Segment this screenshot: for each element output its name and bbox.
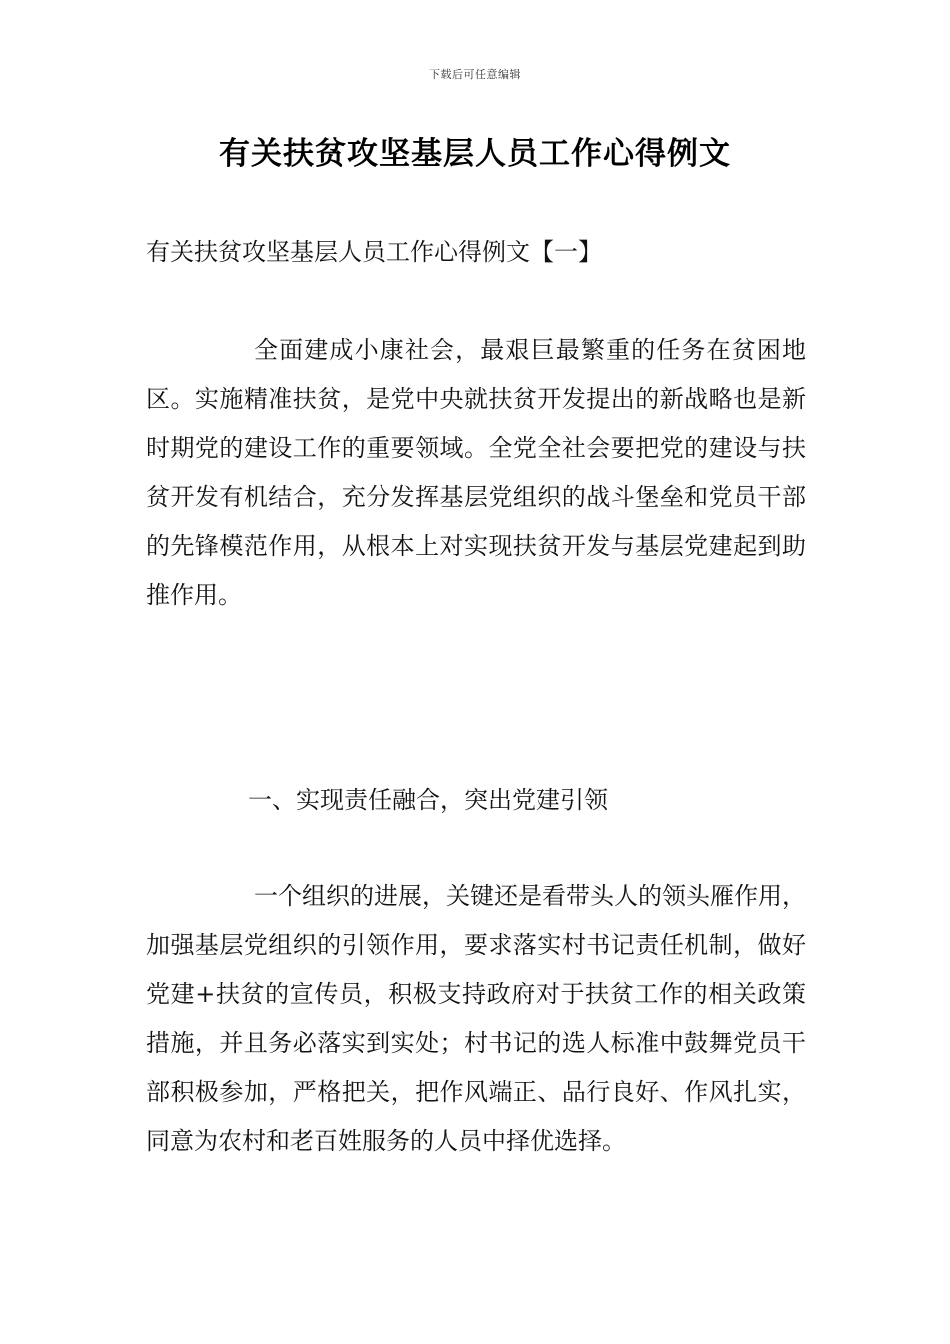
paragraph-responsibility: 一个组织的进展，关键还是看带头人的领头雁作用，加强基层党组织的引领作用，要求落实村书记责任机制，做好党建+扶贫的宣传员，积极支持政府对于扶贫工作的相关政策措施，并且务必落实到实处；村书记的选人标准中鼓舞党员干部积极参加，严格把关，把作风端正、品行良好、作风扎实，同意为农村和老百姓服务的人员中择优选择。: [146, 882, 806, 1155]
document-title: 有关扶贫攻坚基层人员工作心得例文: [219, 136, 731, 172]
paragraph-intro: 全面建成小康社会，最艰巨最繁重的任务在贫困地区。实施精准扶贫，是党中央就扶贫开发提出的新战略也是新时期党的建设工作的重要领域。全党全社会要把党的建设与扶贫开发有机结合，充分发挥基层党组织的战斗堡垒和党员干部的先锋模范作用，从根本上对实现扶贫开发与基层党建起到助推作用。: [146, 336, 806, 609]
header-note: 下载后可任意编辑: [429, 68, 521, 81]
subheading-1: 一、实现责任融合，突出党建引领: [248, 786, 608, 814]
section-heading: 有关扶贫攻坚基层人员工作心得例文【一】: [146, 238, 602, 266]
